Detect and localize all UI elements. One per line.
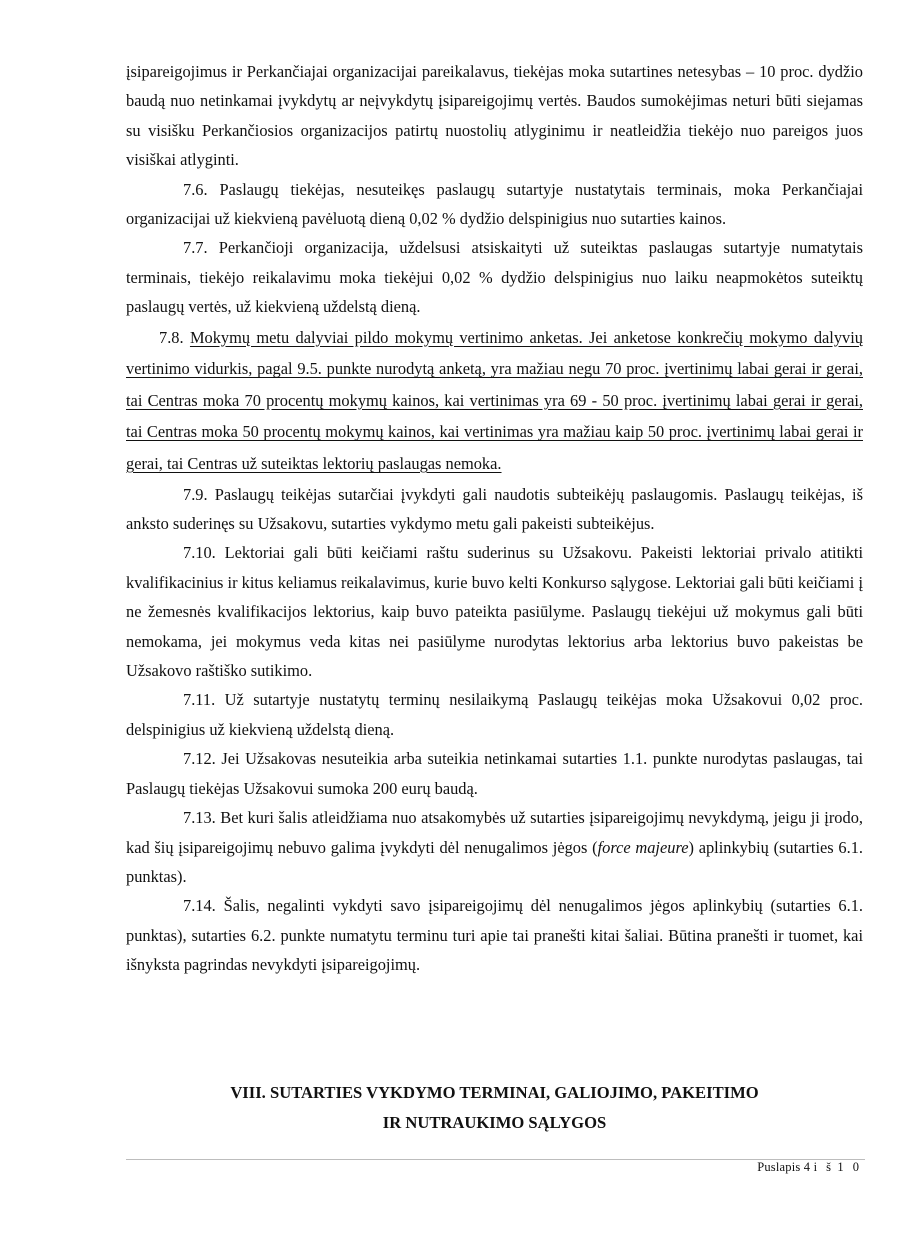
paragraph-number: 7.9.: [183, 484, 208, 504]
document-body: [126, 57, 863, 980]
paragraph-number: 7.8.: [159, 327, 184, 347]
paragraph-7-14: [126, 891, 863, 979]
footer-total-pages: 1 0: [837, 1160, 862, 1174]
paragraph-7-13: [126, 803, 863, 891]
paragraph-7-12: [126, 744, 863, 803]
paragraph-continuation: įsipareigojimus ir Perkančiajai organizacijai pareikalavus, tiekėjas moka sutartines netesybas – 10 proc. dydžio baudą nuo netinkamai įvykdytų ar neįvykdytų įsipareigojimų vertės. Baudos sumokėjimas neturi būti siejamas su visišku Perkančiosios organizacijos patirtų nuostolių atlyginimu ir neatleidžia tiekėjo nuo pareigos juos visiškai atlyginti.: [126, 62, 863, 170]
paragraph-number: 7.14.: [183, 896, 216, 916]
paragraph-text: Paslaugų tiekėjas, nesuteikęs paslaugų sutartyje nustatytais terminais, moka Perkančiajai organizacijai už kiekvieną pavėluotą dieną 0,02 % dydžio delspinigius nuo sutarties kainos.: [126, 179, 864, 229]
paragraph-number: 7.13.: [183, 808, 216, 828]
paragraph-text: Lektoriai gali būti keičiami raštu suderinus su Užsakovu. Pakeisti lektoriai privalo atitikti kvalifikacinius ir kitus keliamus reikalavimus, kurie buvo kelti Konkurso sąlygose. Lektoriai gali būti keičiami į ne žemesnės kvalifikacijos lektorius, kaip buvo pateikta pasiūlyme. Paslaugų tiekėjui už mokymus gali būti nemokama, jei mokymus veda kitas nei pasiūlyme nurodytas lektorius arba lektorius buvo pakeistas be Užsakovo raštiško sutikimo.: [126, 543, 863, 681]
paragraph-number: 7.11.: [183, 690, 216, 710]
paragraph-7-6: [126, 175, 863, 234]
paragraph-text-underlined: Mokymų metu dalyviai pildo mokymų vertinimo anketas. Jei anketose konkrečių mokymo dalyvių vertinimo vidurkis, pagal 9.5. punkte nurodytą anketą, yra mažiau negu 70 proc. įvertinimų labai gerai ir gerai, tai Centras moka 70 procentų mokymų kainos, kai vertinimas yra 69 - 50 proc. įvertinimų labai gerai ir gerai, tai Centras moka 50 procentų mokymų kainos, kai vertinimas yra mažiau kaip 50 proc. įvertinimų labai gerai ir gerai, tai Centras už suteiktas lektorių paslaugas nemoka.: [126, 327, 863, 474]
paragraph-text: Paslaugų teikėjas sutarčiai įvykdyti gali naudotis subteikėjų paslaugomis. Paslaugų teikėjas, iš anksto suderinęs su Užsakovu, sutarties vykdymo metu gali pakeisti subteikėjus.: [126, 484, 863, 534]
paragraph-number: 7.10.: [183, 543, 216, 563]
paragraph-number: 7.12.: [183, 749, 216, 769]
paragraph-text: Jei Užsakovas nesuteikia arba suteikia netinkamai sutarties 1.1. punkte nurodytas paslaugas, tai Paslaugų tiekėjas Užsakovui sumoka 200 eurų baudą.: [126, 749, 863, 798]
paragraph-7-8: [126, 322, 863, 480]
paragraph-text: Šalis, negalinti vykdyti savo įsipareigojimų dėl nenugalimos jėgos aplinkybių (sutarties 6.1. punktas), sutarties 6.2. punkte numatytu terminu turi apie tai pranešti kitai šaliai. Būtina pranešti ir tuomet, kai išnyksta pagrindas nevykdyti įsipareigojimų.: [126, 896, 863, 975]
section-heading-line-1: VIII. SUTARTIES VYKDYMO TERMINAI, GALIOJIMO, PAKEITIMO: [230, 1083, 759, 1102]
paragraph-7-11: [126, 685, 863, 744]
paragraph-7-10: [126, 538, 863, 685]
footer-label: Puslapis: [757, 1160, 801, 1174]
paragraph-number: 7.7.: [183, 238, 208, 258]
paragraph-text: ) aplinkybių (sutarties 6.1. punktas).: [126, 837, 863, 886]
section-heading-line-2: IR NUTRAUKIMO SĄLYGOS: [382, 1113, 607, 1132]
page-footer: [757, 1160, 862, 1175]
section-heading: [126, 1078, 863, 1138]
paragraph-text-italic: force majeure: [597, 837, 689, 857]
paragraph-text: Perkančioji organizacija, uždelsusi atsiskaityti už suteiktas paslaugas sutartyje numatytais terminais, tiekėjo reikalavimu moka tiekėjui 0,02 % dydžio delspinigius nuo laiku neapmokėtos suteiktų paslaugų vertės, už kiekvieną uždelstą dieną.: [126, 238, 863, 317]
paragraph-text: Už sutartyje nustatytų terminų nesilaikymą Paslaugų teikėjas moka Užsakovui 0,02 proc. delspinigius už kiekvieną uždelstą dieną.: [126, 690, 863, 739]
footer-of: i š: [813, 1160, 835, 1174]
paragraph-number: 7.6.: [183, 179, 208, 199]
paragraph-7-7: [126, 233, 863, 321]
paragraph-7-9: [126, 480, 863, 539]
footer-divider: [126, 1159, 865, 1160]
footer-page-number: 4: [803, 1160, 811, 1174]
paragraph-text: Bet kuri šalis atleidžiama nuo atsakomybės už sutarties įsipareigojimų nevykdymą, jeigu ji įrodo, kad šių įsipareigojimų nebuvo galima įvykdyti dėl nenugalimos jėgos (: [126, 808, 863, 857]
